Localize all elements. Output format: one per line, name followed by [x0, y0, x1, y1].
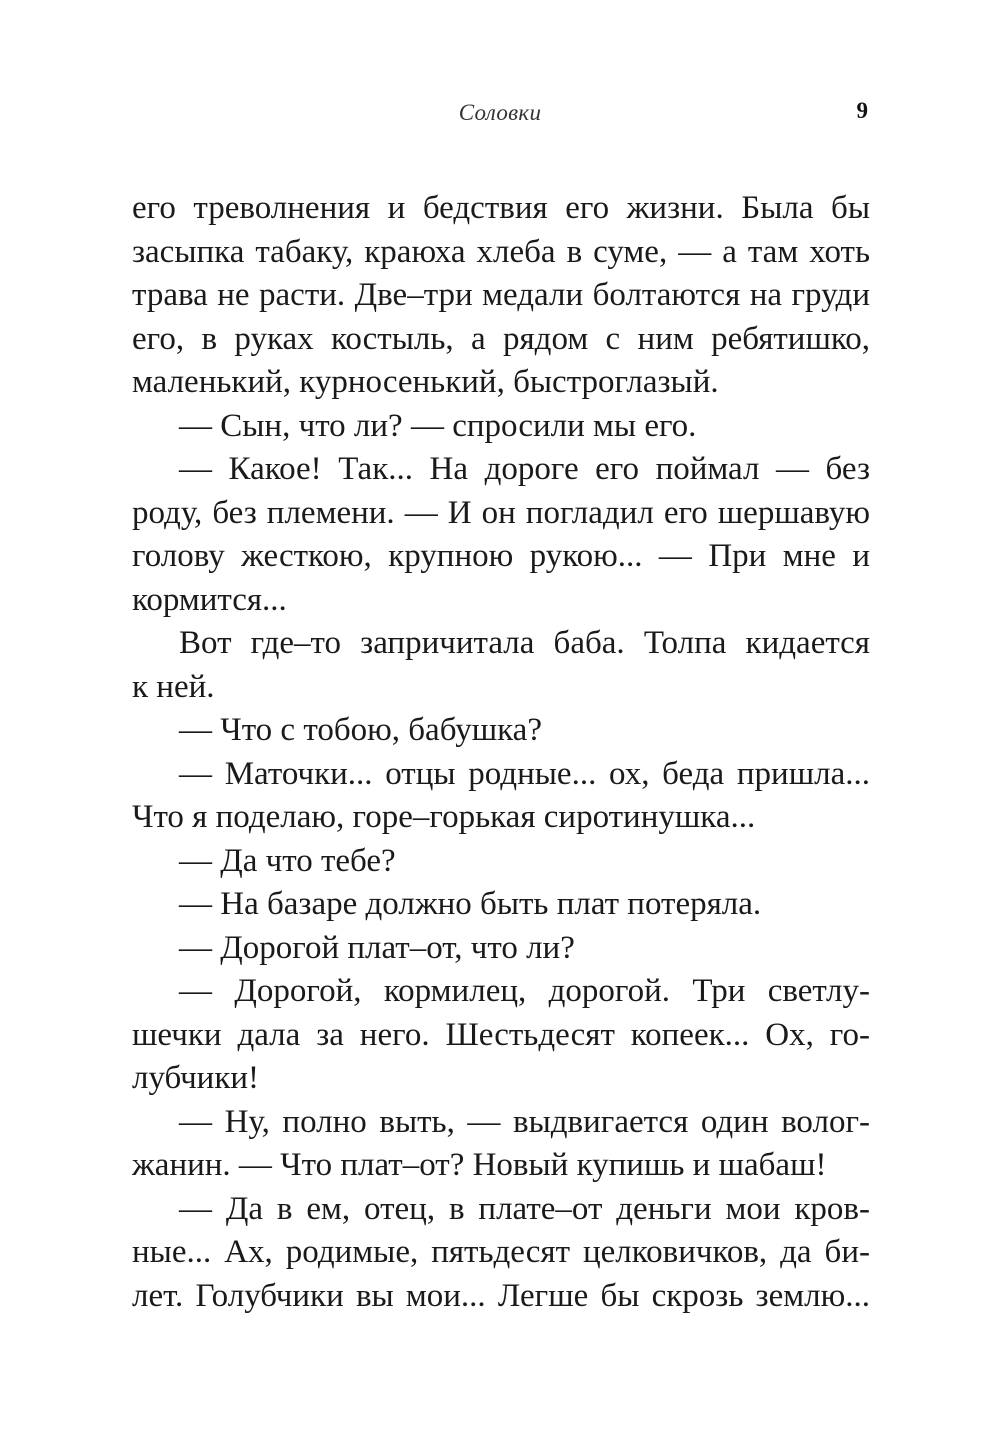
text-line: — Какое! Так... На дороге его поймал — без	[179, 451, 870, 487]
text-line: — Маточки... отцы родные... ох, беда пришла...	[179, 755, 870, 792]
text-line: голову жесткою, крупною рукою... — При мне и	[132, 538, 870, 574]
text-line: — Дорогой, кормилец, дорогой. Три светлу-	[179, 973, 870, 1009]
text-line: трава не расти. Две–три медали болтаются на груди	[132, 277, 870, 313]
body-text	[132, 187, 870, 1318]
text-line: засыпка табаку, краюха хлеба в суме, — а там хоть	[132, 233, 870, 270]
text-line: ные... Ах, родимые, пятьдесят целковичков, да би-	[132, 1234, 870, 1270]
text-line: маленький, курносенький, быстроглазый.	[132, 364, 719, 400]
text-line: — Что с тобою, бабушка?	[179, 712, 542, 748]
text-line: Что я поделаю, горе–горькая сиротинушка...	[132, 799, 756, 835]
text-line: Вот где–то запричитала баба. Толпа кидается	[179, 625, 870, 661]
text-line: — Дорогой плат–от, что ли?	[179, 929, 575, 966]
text-line: — На базаре должно быть плат потеряла.	[179, 886, 762, 922]
text-line: лубчики!	[132, 1060, 260, 1096]
text-line: — Да что тебе?	[179, 842, 396, 879]
running-head	[130, 100, 870, 134]
text-line: его треволнения и бедствия его жизни. Была бы	[132, 190, 870, 226]
text-line: шечки дала за него. Шестьдесят копеек... Ох, го-	[132, 1016, 870, 1053]
text-line: к ней.	[132, 668, 215, 705]
text-line: роду, без племени. — И он погладил его шершавую	[132, 494, 870, 531]
text-line: лет. Голубчики вы мои... Легше бы скрозь землю...	[132, 1277, 870, 1314]
text-line: — Ну, полно выть, — выдвигается один волог-	[179, 1103, 870, 1140]
text-line: — Да в ем, отец, в плате–от деньги мои кров-	[179, 1190, 870, 1227]
text-line: кормится...	[132, 581, 287, 618]
running-title: Соловки	[458, 100, 542, 125]
text-line: — Сын, что ли? — спросили мы его.	[179, 407, 697, 444]
text-line: жанин. — Что плат–от? Новый купишь и шабаш!	[132, 1147, 827, 1183]
text-line: его, в руках костыль, а рядом с ним ребятишко,	[132, 320, 870, 357]
page-number: 9	[856, 98, 868, 123]
